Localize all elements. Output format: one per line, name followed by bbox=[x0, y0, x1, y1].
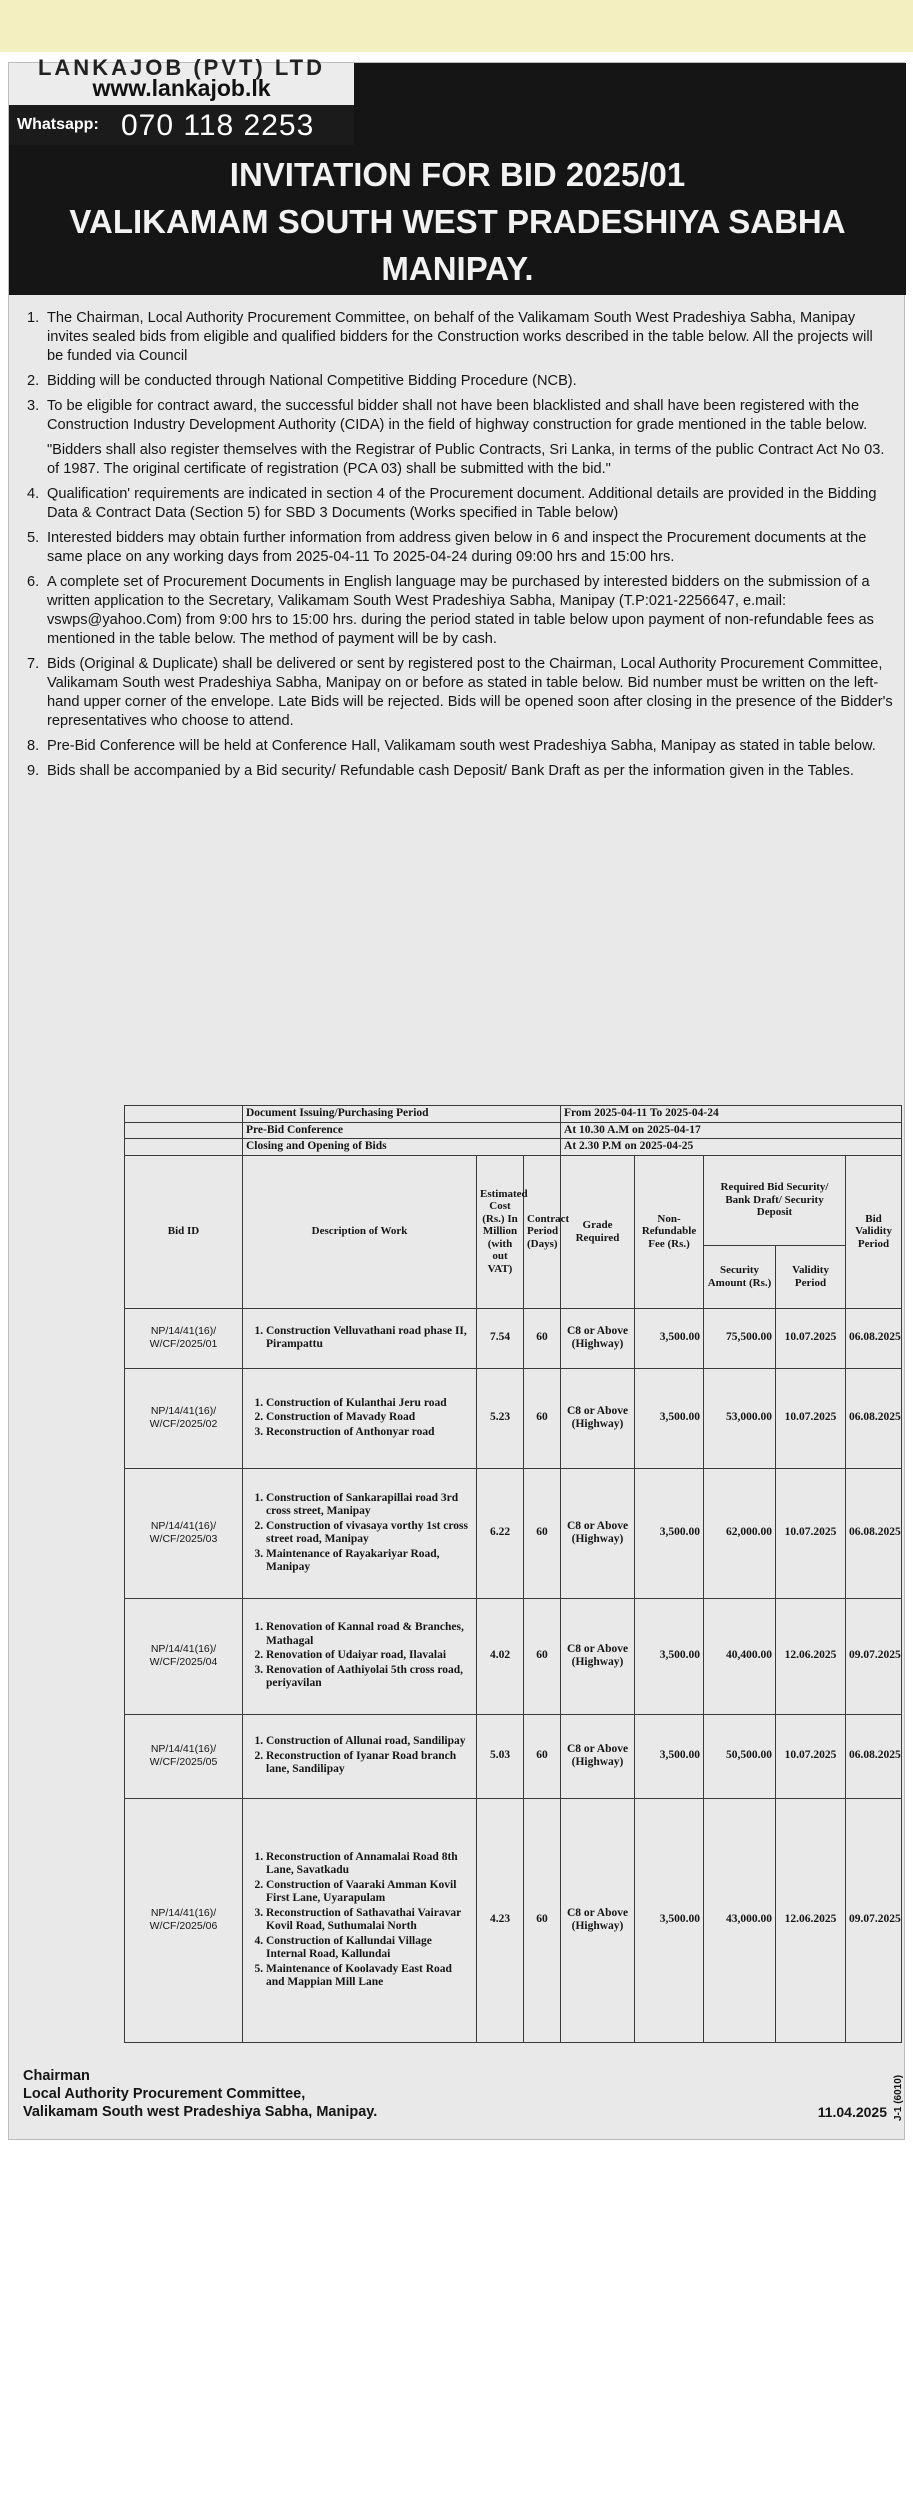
security-validity-cell: 12.06.2025 bbox=[776, 1798, 846, 2042]
fee-cell: 3,500.00 bbox=[635, 1368, 704, 1468]
period-cell: 60 bbox=[524, 1308, 561, 1368]
bid-id-cell: NP/14/41(16)/ W/CF/2025/05 bbox=[125, 1714, 243, 1798]
notice-title bbox=[9, 151, 906, 292]
work-item: 3. Renovation of Aathiyolai 5th cross road, periyavilan bbox=[266, 1664, 473, 1691]
clause-text: Pre-Bid Conference will be held at Conference Hall, Valikamam south west Pradeshiya Sabha, Manipay as stated in table below. bbox=[47, 738, 876, 754]
security-cell: 75,500.00 bbox=[704, 1308, 776, 1368]
header-security-group: Required Bid Security/ Bank Draft/ Security Deposit bbox=[704, 1155, 846, 1245]
table-row bbox=[125, 1308, 902, 1368]
security-cell: 50,500.00 bbox=[704, 1714, 776, 1798]
clause-text: Qualification' requirements are indicated in section 4 of the Procurement document. Additional details are provided in the Bidding Data & Contract Data (Section 5) for SBD 3 Documents (Works specified in Table below) bbox=[47, 486, 877, 521]
header-description: Description of Work bbox=[243, 1155, 477, 1308]
clause-number: 4. bbox=[27, 486, 40, 502]
bid-validity-cell: 09.07.2025 bbox=[846, 1598, 902, 1714]
works-list bbox=[246, 1735, 473, 1777]
whatsapp-number[interactable]: 070 118 2253 bbox=[121, 109, 315, 142]
bid-validity-cell: 06.08.2025 bbox=[846, 1468, 902, 1598]
work-item: 3. Reconstruction of Sathavathai Vairavar Kovil Road, Suthumalai North bbox=[266, 1907, 473, 1934]
cost-cell: 6.22 bbox=[477, 1468, 524, 1598]
work-item: 1. Reconstruction of Annamalai Road 8th Lane, Savatkadu bbox=[266, 1851, 473, 1878]
bid-table-container bbox=[124, 1105, 901, 2043]
table-row bbox=[125, 1468, 902, 1598]
works-list bbox=[246, 1621, 473, 1691]
signatory-committee: Local Authority Procurement Committee, bbox=[23, 2086, 306, 2102]
security-validity-cell: 10.07.2025 bbox=[776, 1468, 846, 1598]
notice-date: 11.04.2025 bbox=[817, 2104, 887, 2120]
work-item: 5. Maintenance of Koolavady East Road and Mappian Mill Lane bbox=[266, 1963, 473, 1990]
works-list bbox=[246, 1492, 473, 1575]
issuing-period-value: From 2025-04-11 To 2025-04-24 bbox=[561, 1106, 902, 1123]
clause-text: Bidding will be conducted through National Competitive Bidding Procedure (NCB). bbox=[47, 373, 577, 389]
security-cell: 53,000.00 bbox=[704, 1368, 776, 1468]
work-item: 2. Construction of Vaaraki Amman Kovil First Lane, Uyarapulam bbox=[266, 1879, 473, 1906]
cost-cell: 4.02 bbox=[477, 1598, 524, 1714]
clause-text: Bids (Original & Duplicate) shall be delivered or sent by registered post to the Chairman, Local Authority Procurement Committee, Valikamam South west Pradeshiya Sabha, Manipay on or before as stated in table below. Bid number must be written on the left-hand upper corner of the envelope. Late Bids will be rejected. Bids will be opened soon after closing in the presence of the Bidder's representatives who choose to attend. bbox=[47, 656, 893, 729]
website-link[interactable]: www.lankajob.lk bbox=[92, 75, 271, 101]
bid-table bbox=[124, 1105, 902, 2043]
work-item: 1. Construction of Kulanthai Jeru road bbox=[266, 1397, 473, 1411]
schedule-row bbox=[125, 1139, 902, 1156]
signature-block bbox=[23, 2067, 893, 2121]
header-cost: Estimated Cost (Rs.) In Million (with out VAT) bbox=[477, 1155, 524, 1308]
clause-list bbox=[27, 309, 893, 787]
schedule-empty-cell bbox=[125, 1122, 243, 1139]
table-row bbox=[125, 1798, 902, 2042]
period-cell: 60 bbox=[524, 1798, 561, 2042]
header-fee: Non-Refundable Fee (Rs.) bbox=[635, 1155, 704, 1308]
works-list bbox=[246, 1851, 473, 1990]
work-item: 2. Reconstruction of Iyanar Road branch lane, Sandilipay bbox=[266, 1750, 473, 1777]
fee-cell: 3,500.00 bbox=[635, 1598, 704, 1714]
clause-number: 3. bbox=[27, 398, 40, 414]
header-bid-validity: Bid Validity Period bbox=[846, 1155, 902, 1308]
prebid-label: Pre-Bid Conference bbox=[243, 1122, 561, 1139]
table-header-row bbox=[125, 1155, 902, 1245]
table-row bbox=[125, 1598, 902, 1714]
bid-validity-cell: 09.07.2025 bbox=[846, 1798, 902, 2042]
fee-cell: 3,500.00 bbox=[635, 1798, 704, 2042]
clause-number: 5. bbox=[27, 530, 40, 546]
bid-validity-cell: 06.08.2025 bbox=[846, 1308, 902, 1368]
issuing-period-label: Document Issuing/Purchasing Period bbox=[243, 1106, 561, 1123]
works-cell bbox=[243, 1714, 477, 1798]
clause-number: 6. bbox=[27, 574, 40, 590]
table-row bbox=[125, 1714, 902, 1798]
whatsapp-label: Whatsapp: bbox=[17, 116, 99, 133]
bid-validity-cell: 06.08.2025 bbox=[846, 1714, 902, 1798]
clause-number: 1. bbox=[27, 310, 40, 326]
clause-text: A complete set of Procurement Documents in English language may be purchased by interested bidders on the submission of a written application to the Secretary, Valikamam South West Pradeshiya Sabha, Manipay (T.P:021-2256647, e.mail: vswps@yahoo.Com) from 9:00 hrs to 15:00 hrs. during the period stated in table below upon payment of non-refundable fees as mentioned in the table below. The method of payment will be by cash. bbox=[47, 574, 874, 647]
clause-2 bbox=[27, 372, 893, 391]
security-cell: 43,000.00 bbox=[704, 1798, 776, 2042]
clause-8 bbox=[27, 737, 893, 756]
title-line-1: INVITATION FOR BID 2025/01 bbox=[229, 156, 686, 193]
clause-3 bbox=[27, 397, 893, 479]
bid-id-cell: NP/14/41(16)/ W/CF/2025/04 bbox=[125, 1598, 243, 1714]
title-line-3: MANIPAY. bbox=[381, 250, 534, 287]
header-grade: Grade Required bbox=[561, 1155, 635, 1308]
bid-id-cell: NP/14/41(16)/ W/CF/2025/06 bbox=[125, 1798, 243, 2042]
work-item: 2. Renovation of Udaiyar road, Ilavalai bbox=[266, 1649, 473, 1663]
prebid-value: At 10.30 A.M on 2025-04-17 bbox=[561, 1122, 902, 1139]
clause-1 bbox=[27, 309, 893, 366]
schedule-row bbox=[125, 1106, 902, 1123]
clause-subtext: "Bidders shall also register themselves with the Registrar of Public Contracts, Sri Lanka, in terms of the public Contract Act No 03. of 1987. The original certificate of registration (PCA 03) shall be submitted with the bid." bbox=[47, 442, 885, 477]
header-security-amount: Security Amount (Rs.) bbox=[704, 1245, 776, 1308]
works-cell bbox=[243, 1798, 477, 2042]
security-validity-cell: 12.06.2025 bbox=[776, 1598, 846, 1714]
clause-9 bbox=[27, 762, 893, 781]
work-item: 1. Construction Velluvathani road phase II, Pirampattu bbox=[266, 1325, 473, 1352]
cost-cell: 7.54 bbox=[477, 1308, 524, 1368]
cost-cell: 5.23 bbox=[477, 1368, 524, 1468]
signatory-title: Chairman bbox=[23, 2068, 90, 2084]
clause-5 bbox=[27, 529, 893, 567]
header-bid-id: Bid ID bbox=[125, 1155, 243, 1308]
grade-cell: C8 or Above (Highway) bbox=[561, 1308, 635, 1368]
clause-4 bbox=[27, 485, 893, 523]
bid-id-cell: NP/14/41(16)/ W/CF/2025/01 bbox=[125, 1308, 243, 1368]
clause-number: 8. bbox=[27, 738, 40, 754]
works-cell bbox=[243, 1468, 477, 1598]
works-list bbox=[246, 1325, 473, 1352]
period-cell: 60 bbox=[524, 1468, 561, 1598]
security-cell: 40,400.00 bbox=[704, 1598, 776, 1714]
print-code: J-1 (6010) bbox=[893, 2074, 904, 2121]
works-cell bbox=[243, 1598, 477, 1714]
work-item: 2. Construction of vivasaya vorthy 1st cross street road, Manipay bbox=[266, 1520, 473, 1547]
grade-cell: C8 or Above (Highway) bbox=[561, 1468, 635, 1598]
clause-number: 2. bbox=[27, 373, 40, 389]
tender-notice bbox=[8, 55, 905, 2140]
grade-cell: C8 or Above (Highway) bbox=[561, 1598, 635, 1714]
work-item: 1. Construction of Sankarapillai road 3rd cross street, Manipay bbox=[266, 1492, 473, 1519]
clause-7 bbox=[27, 655, 893, 731]
cost-cell: 5.03 bbox=[477, 1714, 524, 1798]
work-item: 3. Maintenance of Rayakariyar Road, Manipay bbox=[266, 1548, 473, 1575]
period-cell: 60 bbox=[524, 1368, 561, 1468]
works-cell bbox=[243, 1308, 477, 1368]
work-item: 4. Construction of Kallundai Village Internal Road, Kallundai bbox=[266, 1935, 473, 1962]
cropped-heading: LANKAJOB (PVT) LTD bbox=[37, 55, 326, 80]
source-box bbox=[9, 55, 354, 145]
schedule-empty-cell bbox=[125, 1139, 243, 1156]
cost-cell: 4.23 bbox=[477, 1798, 524, 2042]
period-cell: 60 bbox=[524, 1598, 561, 1714]
clause-text: Bids shall be accompanied by a Bid security/ Refundable cash Deposit/ Bank Draft as per the information given in the Tables. bbox=[47, 763, 854, 779]
work-item: 1. Renovation of Kannal road & Branches, Mathagal bbox=[266, 1621, 473, 1648]
clause-text: To be eligible for contract award, the successful bidder shall not have been blacklisted and shall have been registered with the Construction Industry Development Authority (CIDA) in the field of highway construction for grade mentioned in the table below. bbox=[47, 398, 868, 433]
bid-id-cell: NP/14/41(16)/ W/CF/2025/02 bbox=[125, 1368, 243, 1468]
fee-cell: 3,500.00 bbox=[635, 1714, 704, 1798]
table-row bbox=[125, 1368, 902, 1468]
work-item: 3. Reconstruction of Anthonyar road bbox=[266, 1426, 473, 1440]
bid-validity-cell: 06.08.2025 bbox=[846, 1368, 902, 1468]
fee-cell: 3,500.00 bbox=[635, 1308, 704, 1368]
grade-cell: C8 or Above (Highway) bbox=[561, 1368, 635, 1468]
signatory-office: Valikamam South west Pradeshiya Sabha, Manipay. bbox=[23, 2104, 378, 2120]
closing-value: At 2.30 P.M on 2025-04-25 bbox=[561, 1139, 902, 1156]
clause-6 bbox=[27, 573, 893, 649]
header-period: Contract Period (Days) bbox=[524, 1155, 561, 1308]
whatsapp-row bbox=[9, 105, 354, 145]
work-item: 1. Construction of Allunai road, Sandilipay bbox=[266, 1735, 473, 1749]
clause-text: Interested bidders may obtain further information from address given below in 6 and inspect the Procurement documents at the same place on any working days from 2025-04-11 To 2025-04-24 during 09:00 hrs and 15:00 hrs. bbox=[47, 530, 867, 565]
top-margin-strip bbox=[0, 0, 913, 52]
bid-id-cell: NP/14/41(16)/ W/CF/2025/03 bbox=[125, 1468, 243, 1598]
closing-label: Closing and Opening of Bids bbox=[243, 1139, 561, 1156]
fee-cell: 3,500.00 bbox=[635, 1468, 704, 1598]
security-cell: 62,000.00 bbox=[704, 1468, 776, 1598]
schedule-row bbox=[125, 1122, 902, 1139]
grade-cell: C8 or Above (Highway) bbox=[561, 1714, 635, 1798]
clause-number: 7. bbox=[27, 656, 40, 672]
schedule-empty-cell bbox=[125, 1106, 243, 1123]
header-security-validity: Validity Period bbox=[776, 1245, 846, 1308]
clause-text: The Chairman, Local Authority Procurement Committee, on behalf of the Valikamam South West Pradeshiya Sabha, Manipay invites sealed bids from eligible and qualified bidders for the Construction works described in the table below. All the projects will be funded via Council bbox=[47, 310, 873, 364]
works-cell bbox=[243, 1368, 477, 1468]
security-validity-cell: 10.07.2025 bbox=[776, 1368, 846, 1468]
clause-number: 9. bbox=[27, 763, 40, 779]
grade-cell: C8 or Above (Highway) bbox=[561, 1798, 635, 2042]
works-list bbox=[246, 1397, 473, 1440]
work-item: 2. Construction of Mavady Road bbox=[266, 1411, 473, 1425]
title-line-2: VALIKAMAM SOUTH WEST PRADESHIYA SABHA bbox=[69, 203, 846, 240]
security-validity-cell: 10.07.2025 bbox=[776, 1308, 846, 1368]
period-cell: 60 bbox=[524, 1714, 561, 1798]
security-validity-cell: 10.07.2025 bbox=[776, 1714, 846, 1798]
title-band bbox=[9, 55, 906, 295]
